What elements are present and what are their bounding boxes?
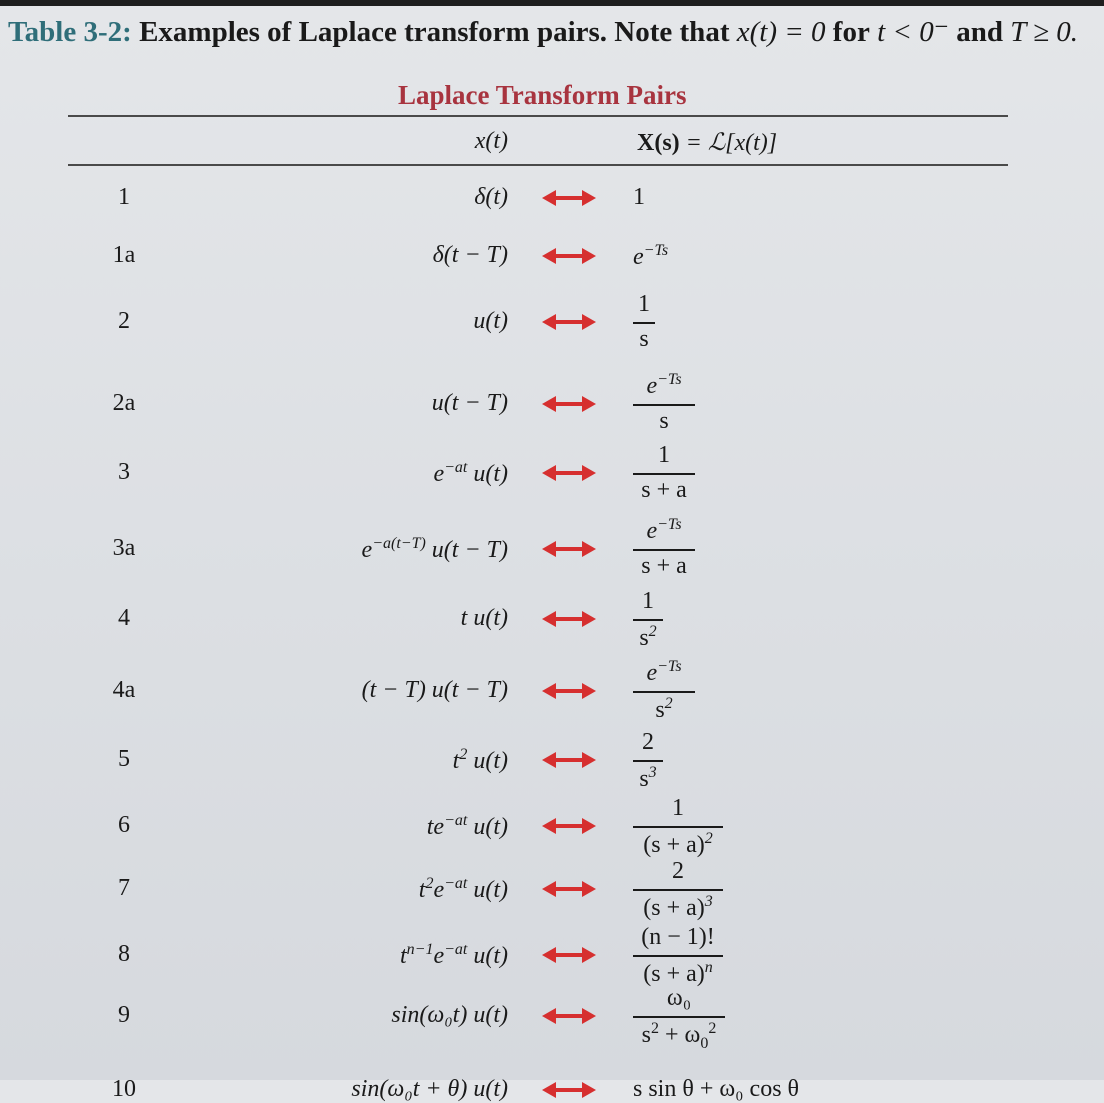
time-function: u(t) [473,308,508,334]
numerator-sup: −Ts [657,516,682,533]
double-arrow-icon [542,816,596,836]
time-exp-base: te [426,814,445,840]
fraction-numerator [633,371,695,400]
fraction-denominator: s [659,408,669,434]
pair-number: 10 [112,1076,136,1102]
time-function: sin(ω₀t) u(t) [391,1002,508,1028]
column-header-Xs [637,128,777,157]
pair-number: 2a [112,390,136,416]
time-function [362,535,508,564]
time-prefix-sup: 2 [425,875,434,892]
pair-number: 2 [118,308,130,334]
fraction-numerator [633,658,695,687]
fraction-bar [633,826,723,828]
time-function: sin(ω₀t + θ) u(t) [351,1076,508,1102]
time-function [453,746,508,775]
fraction-numerator [633,516,695,545]
denominator-b-sub: 0 [700,1034,709,1052]
fraction-numerator: 2 [672,858,684,884]
table-row [0,795,1104,858]
fraction-bar [633,473,695,475]
transform-value: s sin θ + ω₀ cos θ [633,1076,800,1102]
double-arrow-icon [542,609,596,629]
fraction-bar [633,1016,725,1018]
pair-number: 6 [118,812,130,838]
table-row [0,291,1104,352]
time-rest: u(t − T) [425,537,508,563]
pair-number: 1a [112,242,136,268]
denominator-b: + ω [659,1022,701,1048]
pair-number: 1 [118,184,130,210]
numerator-sup: −Ts [657,371,682,388]
denominator-base: (s + a) [643,961,705,987]
fraction-denominator [633,1020,725,1053]
double-arrow-icon [542,945,596,965]
time-rest: u(t) [467,877,508,903]
table-row [0,242,1104,270]
time-exp-sup: −at [444,875,468,892]
time-function [400,941,508,970]
denominator-base: s [639,766,649,792]
fraction-denominator: s + a [641,553,687,579]
time-rest: u(t) [467,461,508,487]
caption-math-c: T ≥ 0. [1010,16,1079,48]
denominator-base: (s + a) [643,832,705,858]
fraction-denominator [633,830,723,859]
table-row [0,184,1104,210]
denominator-sup: 3 [648,764,657,781]
fraction-bar [633,619,663,621]
table-header-rule [68,164,1008,166]
time-prefix-base: t [399,943,407,969]
denominator-base: s [639,625,649,651]
double-arrow-icon [542,539,596,559]
double-arrow-icon [542,246,596,266]
table-row [0,658,1104,723]
caption-text-b: for [832,16,870,48]
time-rest: u(t) [467,943,508,969]
table-caption [8,14,1078,49]
time-exp-base: e [433,943,445,969]
table-row [0,516,1104,579]
fraction-denominator [633,959,723,988]
time-exp-base: e [433,461,445,487]
table-row [0,588,1104,651]
table-top-rule [68,115,1008,117]
caption-math-b: t < 0⁻ [877,16,950,48]
numerator-base: e [646,518,658,544]
time-exp-base: e [361,537,373,563]
fraction-denominator [633,695,695,724]
fraction-bar [633,955,723,957]
time-exp-sup: −a(t−T) [372,535,426,552]
column-header-Xs-rest: = ℒ[x(t)] [679,130,778,156]
numerator-sup: −Ts [657,658,682,675]
denominator-sup: 2 [704,830,713,847]
pair-number: 3a [112,535,136,561]
time-exp-sup: 2 [459,746,468,763]
table-title: Laplace Transform Pairs [398,80,687,110]
table-row [0,1076,1104,1102]
double-arrow-icon [542,188,596,208]
denominator-sup: 3 [704,893,713,910]
pair-number: 3 [118,459,130,485]
time-exp-sup: −at [444,812,468,829]
double-arrow-icon [542,879,596,899]
time-exp-base: t [452,748,460,774]
fraction-numerator: 1 [638,291,650,317]
time-function: δ(t − T) [432,242,508,268]
double-arrow-icon [542,1080,596,1100]
fraction-denominator: s + a [641,477,687,503]
fraction-numerator: 1 [672,795,684,821]
double-arrow-icon [542,681,596,701]
fraction-numerator: 1 [642,588,654,614]
top-edge [0,0,1104,6]
fraction-numerator: 1 [658,442,670,468]
table-row [0,371,1104,434]
denominator-base: s [655,697,665,723]
caption-label: Table 3-2: [8,16,132,48]
fraction-bar [633,760,663,762]
pair-number: 8 [118,941,130,967]
double-arrow-icon [542,312,596,332]
denominator-sup: 2 [664,695,673,712]
fraction-bar [633,549,695,551]
fraction-numerator: 2 [642,729,654,755]
pair-number: 9 [118,1002,130,1028]
double-arrow-icon [542,1006,596,1026]
time-prefix-sup: n−1 [406,941,434,958]
fraction-denominator: s [639,326,649,352]
time-function: t u(t) [460,605,508,631]
table-row [0,729,1104,792]
time-function [433,459,508,488]
denominator-a: s [641,1022,651,1048]
numerator-base: e [646,373,658,399]
numerator-base: e [646,660,658,686]
fraction-denominator [633,764,663,793]
transform-value: 1 [633,184,645,210]
time-exp-base: e [433,877,445,903]
time-rest: u(t) [467,814,508,840]
table-row [0,442,1104,503]
double-arrow-icon [542,750,596,770]
transform-value-base: e [633,244,644,270]
denominator-a-sup: 2 [651,1020,659,1037]
double-arrow-icon [542,463,596,483]
column-header-Xs-bold: X(s) [637,130,680,156]
fraction-numerator: (n − 1)! [641,924,715,950]
time-function: δ(t) [474,184,508,210]
time-exp-sup: −at [444,941,468,958]
table-row [0,985,1104,1052]
time-prefix-base: t [418,877,426,903]
column-header-x: x(t) [474,128,508,154]
time-exp-sup: −at [444,459,468,476]
transform-value-sup: −Ts [643,242,669,259]
time-rest: u(t) [467,748,508,774]
double-arrow-icon [542,394,596,414]
time-function [419,875,508,904]
denominator-sup: 2 [648,623,657,640]
fraction-bar [633,322,655,324]
caption-math-a: x(t) = 0 [736,16,826,48]
pair-number: 5 [118,746,130,772]
pair-number: 4a [112,677,136,703]
table-row [0,924,1104,987]
time-function: u(t − T) [431,390,508,416]
denominator-sup: n [704,959,713,976]
fraction-bar [633,691,695,693]
time-function: (t − T) u(t − T) [361,677,508,703]
fraction-bar [633,889,723,891]
fraction-bar [633,404,695,406]
transform-value [633,242,668,271]
denominator-b-sup: 2 [708,1020,717,1037]
caption-text-c: and [956,16,1004,48]
time-function [427,812,508,841]
denominator-base: (s + a) [643,895,705,921]
pair-number: 7 [118,875,130,901]
caption-text-a: Examples of Laplace transform pairs. Note that [139,16,730,48]
fraction-denominator [633,623,663,652]
table-row [0,858,1104,921]
fraction-denominator [633,893,723,922]
pair-number: 4 [118,605,130,631]
fraction-numerator: ω₀ [666,985,692,1011]
